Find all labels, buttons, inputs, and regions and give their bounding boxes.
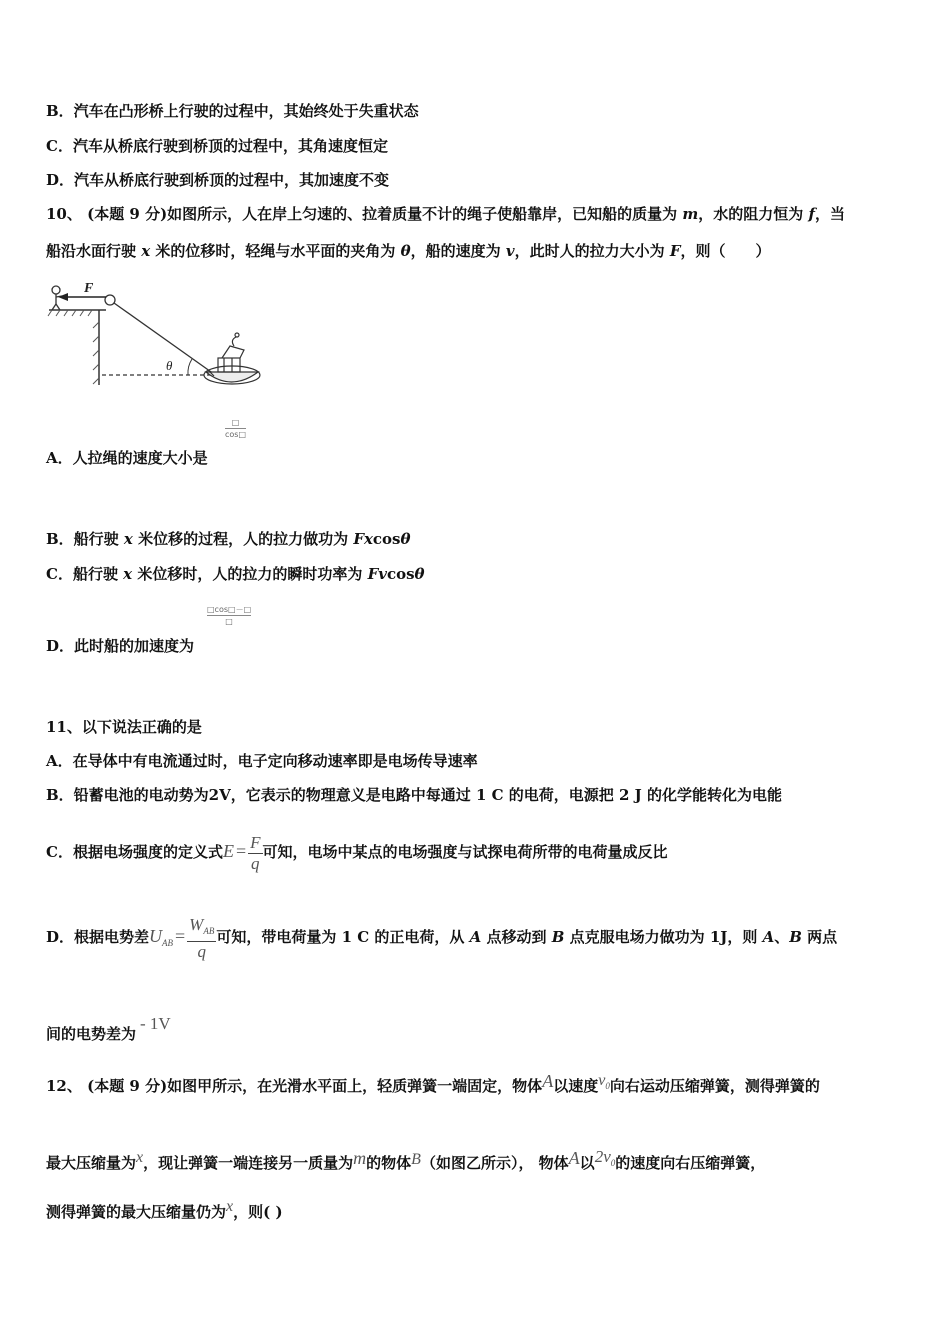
q11-option-c: C．根据电场强度的定义式E = $\frac{F}{q}$ 可知，电场中某点的电场强度与试探电荷所带的电荷量成反比 xyxy=(46,832,668,873)
q10-pulley-figure xyxy=(46,280,266,395)
boat-icon xyxy=(204,333,260,384)
q12-stem-line1: 12、 (本题 9 分)如图甲所示，在光滑水平面上，轻质弹簧一端固定，物体A以速度$v_0$向右运动压缩弹簧，测得弹簧的 xyxy=(46,1071,820,1095)
q11-option-a: A．在导体中有电流通过时，电子定向移动速率即是电场传导速率 xyxy=(46,752,478,770)
force-label: F xyxy=(84,281,94,296)
q11-option-d-line1: D．根据电势差$U_{AB}$ = $\frac{W_{AB}}{q}$ 可知，带电荷量为 1 C 的正电荷，从 A 点移动到 B 点克服电场力做功为 1J，则 A、B 两点 xyxy=(46,914,838,961)
q10-option-d: D．此时船的加速度为 xyxy=(46,637,195,655)
q11-stem: 11、以下说法正确的是 xyxy=(46,718,202,736)
q10-option-c: C．船行驶 x 米位移时，人的拉力的瞬时功率为 Fvcosθ xyxy=(46,565,425,583)
q10-option-a: A．人拉绳的速度大小是 xyxy=(46,449,208,467)
q12-stem-line2: 最大压缩量为x，现让弹簧一端连接另一质量为m的物体B（如图乙所示）， 物体A以$2v_0$的速度向右压缩弹簧， xyxy=(46,1147,766,1172)
q10-option-d-fraction: □cos□－□ □ xyxy=(207,605,252,626)
q10-option-b: B．船行驶 x 米位移的过程，人的拉力做功为 Fxcosθ xyxy=(46,530,411,548)
q10-stem-line2: 船沿水面行驶 x 米的位移时，轻绳与水平面的夹角为 θ，船的速度为 v，此时人的拉力大小为 F，则（ ） xyxy=(46,242,771,260)
q11-option-b: B．铅蓄电池的电动势为2V，它表示的物理意义是电路中每通过 1 C 的电荷，电源把 2 J 的化学能转化为电能 xyxy=(46,786,783,804)
q9-option-c: C．汽车从桥底行驶到桥顶的过程中，其角速度恒定 xyxy=(46,137,388,155)
q10-stem-line1: 10、 (本题 9 分)如图所示，人在岸上匀速的、拉着质量不计的绳子使船靠岸，已知船的质量为 m，水的阻力恒为 f，当 xyxy=(46,205,845,223)
q11-option-d-line2: 间的电势差为- 1V xyxy=(46,1014,171,1043)
angle-label: θ xyxy=(166,358,173,373)
q12-stem-line3: 测得弹簧的最大压缩量仍为x，则( ) xyxy=(46,1198,283,1221)
pulley xyxy=(105,295,115,305)
q10-option-a-fraction: □ cos□ xyxy=(225,418,247,439)
q9-option-d: D．汽车从桥底行驶到桥顶的过程中，其加速度不变 xyxy=(46,171,390,189)
q9-option-b: B．汽车在凸形桥上行驶的过程中，其始终处于失重状态 xyxy=(46,102,419,120)
